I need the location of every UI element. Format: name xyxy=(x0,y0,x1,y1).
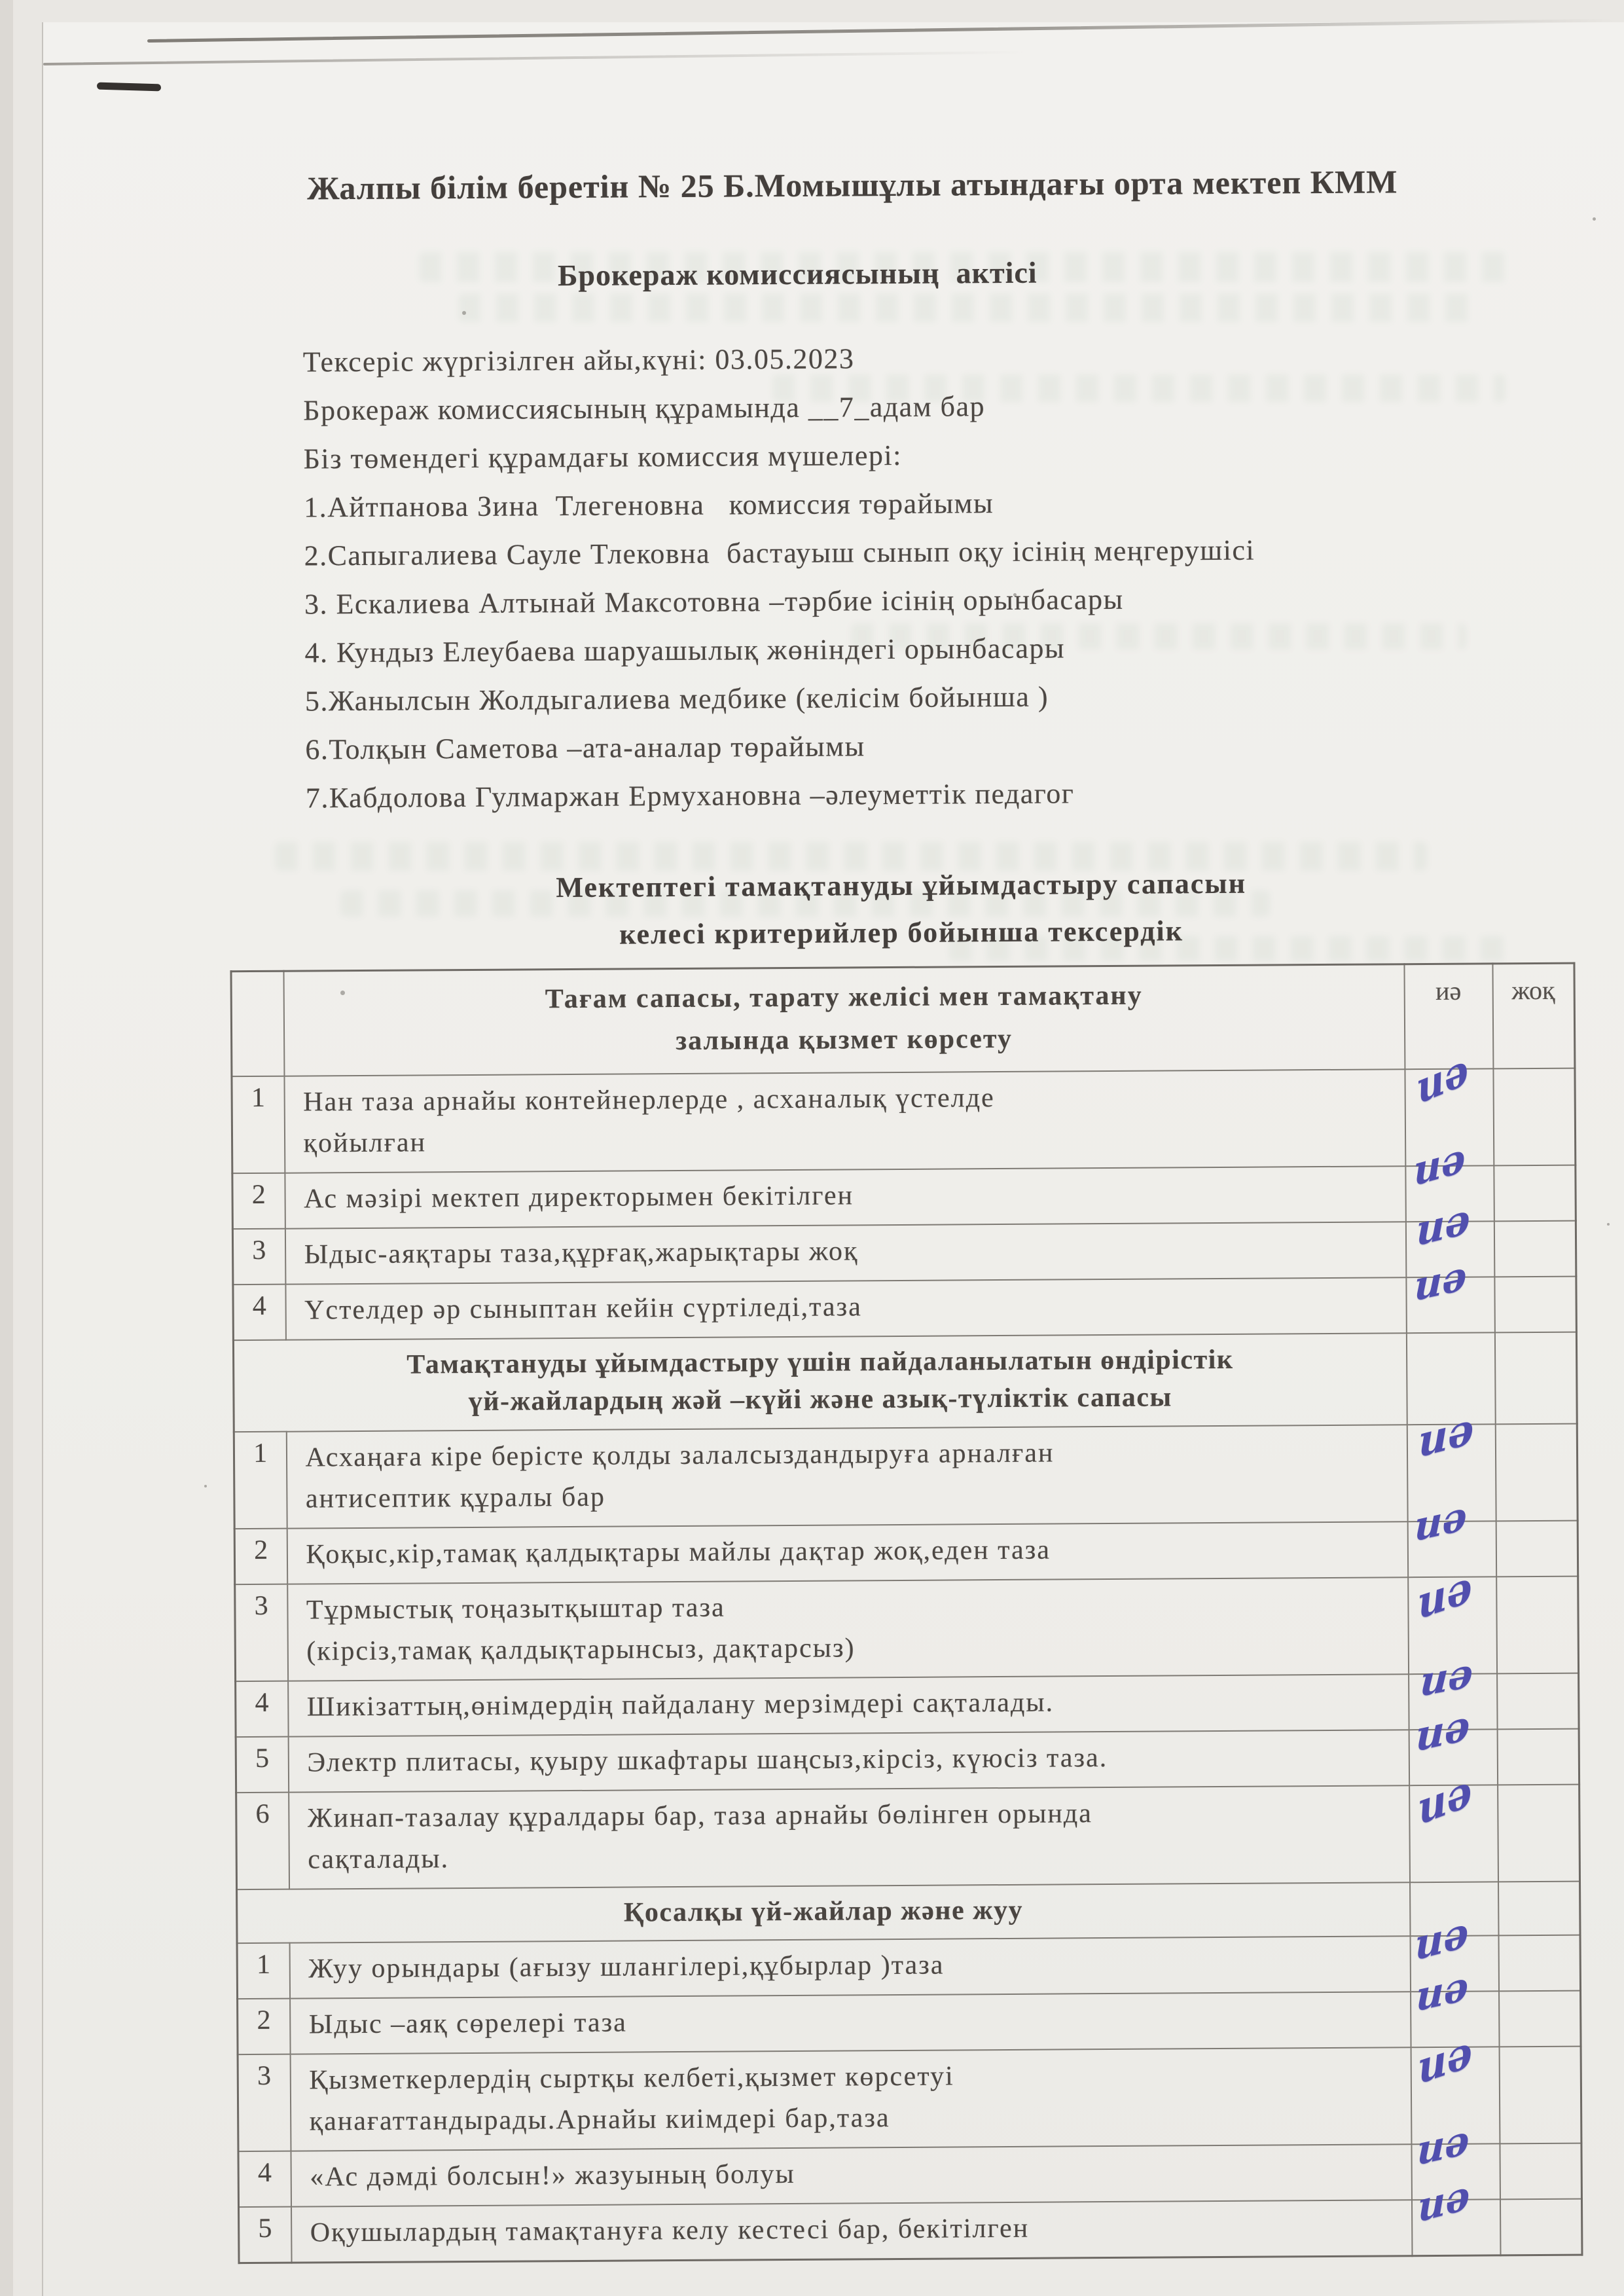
header-num-cell xyxy=(231,971,284,1076)
inspection-table-body xyxy=(231,963,1582,2263)
table-row xyxy=(236,1673,1579,1737)
table-heading-line1: Мектептегі тамақтануды ұйымдастыру сапасын xyxy=(556,867,1247,904)
table-row xyxy=(232,1221,1576,1285)
handwritten-yes-mark: иә xyxy=(1415,1700,1471,1761)
row-number-cell: 4 xyxy=(236,1681,289,1736)
handwritten-yes-mark: иә xyxy=(1415,1962,1469,2022)
document-title: Жалпы білім беретін № 25 Б.Момышұлы атындағы орта мектеп КММ xyxy=(307,163,1398,207)
no-answer-cell xyxy=(1500,2199,1582,2255)
section-title-row xyxy=(233,1332,1577,1432)
text-line: 6.Толқын Саметова –ата-аналар төрайымы xyxy=(305,730,865,766)
table-row xyxy=(238,2047,1581,2152)
criterion-cell: Қызметкерлердің сыртқы келбеті,қызмет көрсетуі қанағаттандырады.Арнайы киімдері бар,таза xyxy=(290,2047,1411,2151)
section-title-row xyxy=(237,1881,1580,1943)
yes-answer-cell xyxy=(1409,1764,1498,1882)
header-yes-cell: иә xyxy=(1404,964,1493,1070)
no-answer-cell xyxy=(1498,1784,1580,1882)
header-no-cell: жоқ xyxy=(1492,963,1575,1068)
criterion-cell: Электр плитасы, қуыру шкафтары шаңсыз,кірсіз, күюсіз таза. xyxy=(288,1730,1409,1792)
no-answer-cell xyxy=(1498,1935,1581,1992)
row-number-cell: 5 xyxy=(239,2207,292,2263)
handwritten-yes-mark: иә xyxy=(1413,1044,1471,1114)
table-row xyxy=(233,1277,1576,1341)
handwritten-yes-mark: иә xyxy=(1415,2026,1474,2095)
criterion-cell: Жинап-тазалау құралдары бар, таза арнайы бөлінген орында сақталады. xyxy=(289,1785,1410,1889)
table-row xyxy=(236,1784,1580,1889)
criterion-cell: Асхаңаға кіре берісте қолды залалсыздандыруға арналған антисептик құралы бар xyxy=(286,1425,1407,1528)
yes-answer-cell xyxy=(1411,2171,1500,2256)
table-heading xyxy=(230,858,1574,961)
empty-no-cell xyxy=(1494,1332,1577,1424)
no-answer-cell xyxy=(1497,1673,1579,1729)
row-number-cell: 2 xyxy=(232,1173,285,1229)
criterion-cell: Үстелдер әр сыныптан кейін сүртіледі,таза xyxy=(285,1277,1406,1339)
handwritten-yes-mark: иә xyxy=(1413,1252,1468,1311)
row-number-cell: 1 xyxy=(234,1431,287,1528)
inspection-table xyxy=(230,962,1583,2265)
table-row xyxy=(237,1935,1580,1999)
text-line: 4. Кундыз Елеубаева шаруашылық жөніндегі орынбасары xyxy=(304,632,1066,669)
criterion-cell: Ыдыс –аяқ сөрелері таза xyxy=(290,1992,1411,2054)
no-answer-cell xyxy=(1496,1520,1578,1576)
no-answer-cell xyxy=(1496,1576,1579,1673)
no-answer-cell xyxy=(1499,1991,1581,2047)
document-subtitle: Брокераж комиссиясының актісі xyxy=(557,255,1038,293)
handwritten-yes-mark: иә xyxy=(1418,1402,1474,1468)
handwritten-yes-mark: иә xyxy=(1418,1649,1474,1706)
table-row xyxy=(238,2143,1581,2208)
row-number-cell: 3 xyxy=(235,1584,288,1681)
text-line: 3. Ескалиева Алтынай Максотовна –тәрбие ісінің орынбасары xyxy=(304,583,1124,621)
table-row xyxy=(238,1991,1581,2055)
criterion-cell: Оқушылардың тамақтануға келу кестесі бар, бекітілген xyxy=(291,2200,1412,2263)
handwritten-yes-mark: иә xyxy=(1416,2116,1470,2176)
handwritten-yes-mark: иә xyxy=(1415,1561,1473,1630)
row-number-cell: 2 xyxy=(238,1999,291,2054)
criterion-cell: Ас мәзірі мектеп директорымен бекітілген xyxy=(285,1166,1405,1228)
header-criteria-cell: Тағам сапасы, тарату желісі мен тамақтану залында қызмет көрсету xyxy=(283,964,1405,1076)
row-number-cell: 3 xyxy=(238,2054,291,2151)
no-answer-cell xyxy=(1494,1221,1576,1277)
table-row xyxy=(232,1165,1576,1230)
section-title-cell: Қосалқы үй-жайлар және жуу xyxy=(237,1882,1410,1944)
no-answer-cell xyxy=(1494,1165,1576,1222)
table-heading-line2: келесі критерийлер бойынша тексердік xyxy=(619,915,1184,951)
criterion-cell: Жуу орындары (ағызу шлангілері,құбырлар )таза xyxy=(289,1936,1410,1998)
no-answer-cell xyxy=(1497,1728,1579,1785)
text-line: 5.Жанылсын Жолдыгалиева медбике (келісім бойынша ) xyxy=(304,680,1049,718)
table-header-row xyxy=(231,963,1575,1076)
intro-and-members xyxy=(303,333,1257,823)
row-number-cell: 2 xyxy=(234,1528,287,1584)
no-answer-cell xyxy=(1494,1277,1577,1333)
criterion-cell: Нан таза арнайы контейнерлерде , асханалық үстелде қойылған xyxy=(284,1069,1405,1173)
handwritten-yes-mark: иә xyxy=(1413,1134,1466,1196)
criterion-cell: Шикізаттың,өнімдердің пайдалану мерзімдері сақталады. xyxy=(288,1674,1409,1736)
no-answer-cell xyxy=(1493,1068,1576,1166)
table-row xyxy=(235,1576,1579,1681)
table-row xyxy=(232,1068,1576,1174)
no-answer-cell xyxy=(1500,2143,1582,2200)
text-line: Брокераж комиссиясының құрамында __7_адам бар xyxy=(303,390,986,427)
yes-answer-cell xyxy=(1406,1252,1495,1334)
handwritten-yes-mark: иә xyxy=(1413,1492,1468,1551)
row-number-cell: 1 xyxy=(237,1943,290,1999)
handwritten-yes-mark: иә xyxy=(1417,2171,1470,2232)
row-number-cell: 1 xyxy=(232,1076,285,1173)
row-number-cell: 4 xyxy=(238,2151,291,2207)
text-line: 2.Сапыгалиева Сауле Тлековна бастауыш сынып оқу ісінің меңгерушісі xyxy=(304,534,1255,572)
row-number-cell: 5 xyxy=(236,1736,289,1792)
row-number-cell: 6 xyxy=(236,1792,289,1889)
criterion-cell: Қоқыс,кір,тамақ қалдықтары майлы дақтар жоқ,еден таза xyxy=(287,1522,1407,1584)
handwritten-yes-mark: иә xyxy=(1415,1194,1470,1256)
row-number-cell: 4 xyxy=(233,1285,286,1340)
handwritten-yes-mark: иә xyxy=(1414,1907,1469,1971)
handwritten-yes-mark: иә xyxy=(1415,1764,1474,1835)
no-answer-cell xyxy=(1495,1423,1578,1521)
text-line: Біз төмендегі құрамдағы комиссия мүшелері: xyxy=(303,439,903,475)
row-number-cell: 3 xyxy=(232,1229,285,1285)
text-line: 1.Айтпанова Зина Тлегеновна комиссия төрайымы xyxy=(304,487,994,524)
criterion-cell: «Ас дәмді болсын!» жазуының болуы xyxy=(291,2144,1411,2206)
table-row xyxy=(234,1520,1578,1584)
table-row xyxy=(239,2199,1582,2263)
empty-no-cell xyxy=(1498,1881,1581,1935)
text-line: 7.Кабдолова Гулмаржан Ермухановна –әлеуметтік педагог xyxy=(305,777,1075,814)
criterion-cell: Тұрмыстық тоңазытқыштар таза (кірсіз,тамақ қалдықтарынсыз, дақтарсыз) xyxy=(287,1577,1409,1681)
table-row xyxy=(234,1423,1578,1529)
criterion-cell: Ыдыс-аяқтары таза,құрғақ,жарықтары жоқ xyxy=(285,1222,1405,1284)
section-title-cell: Тамақтануды ұйымдастыру үшін пайдаланылатын өндірістік үй-жайлардың жәй –күйі және азық-түліктік сапасы xyxy=(233,1333,1407,1431)
table-row xyxy=(236,1728,1579,1793)
text-line: Тексеріс жүргізілген айы,күні: 03.05.2023 xyxy=(302,342,855,378)
no-answer-cell xyxy=(1499,2047,1581,2144)
